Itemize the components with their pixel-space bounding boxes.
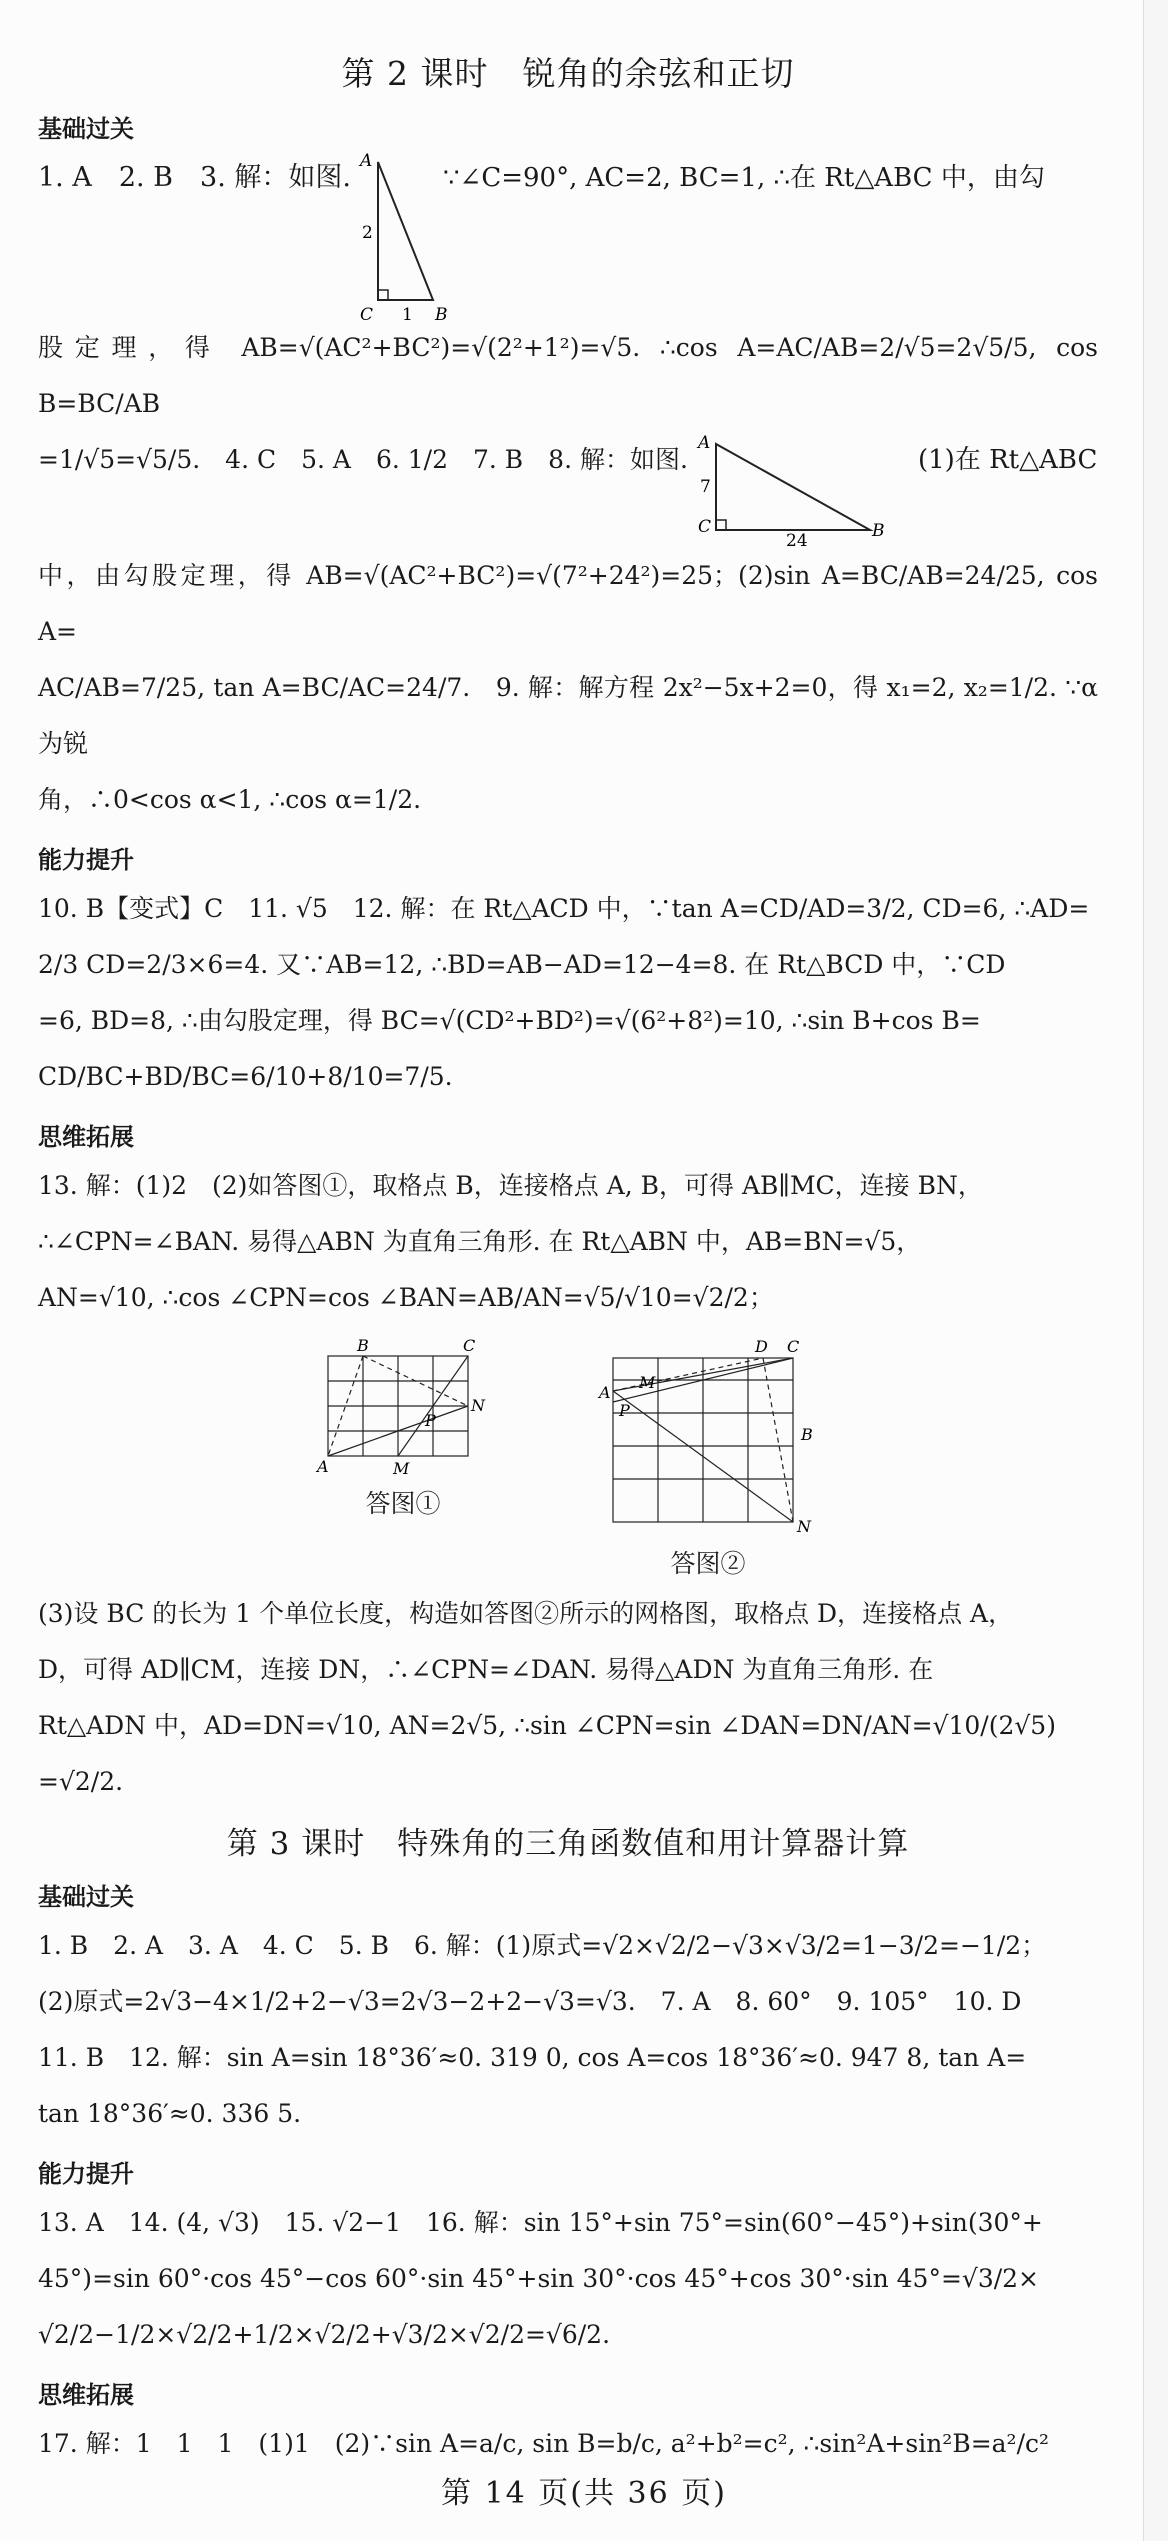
grid-figure-1 bbox=[313, 1336, 493, 1580]
answer-13-line1: 13. 解：(1)2 (2)如答图①，取格点 B，连接格点 A, B，可得 AB∥MC，连接 BN， bbox=[38, 1171, 983, 1200]
label-c: C bbox=[698, 517, 712, 537]
s3-answer-16-line2: 45°)=sin 60°·cos 45°−cos 60°·sin 45°+sin 30°·cos 45°+cos 30°·sin 45°=√3/2× bbox=[38, 2264, 1040, 2293]
answer-12-line4: CD/BC+BD/BC=6/10+8/10=7/5. bbox=[38, 1062, 453, 1091]
point-c: C bbox=[463, 1336, 476, 1355]
heading-ability: 能力提升 bbox=[38, 846, 134, 874]
point-m: M bbox=[639, 1373, 656, 1392]
adjacent-page-edge bbox=[1143, 0, 1168, 2541]
grid-diagram-2 bbox=[593, 1336, 823, 1536]
basic-block-2 bbox=[38, 432, 1098, 548]
answer-3-text: ∵∠C=90°, AC=2, BC=1, ∴在 Rt△ABC 中，由勾 bbox=[443, 163, 1045, 193]
answer-13-line6: Rt△ADN 中，AD=DN=√10, AN=2√5, ∴sin ∠CPN=sin ∠DAN=DN/AN=√10/(2√5) bbox=[38, 1711, 1056, 1740]
heading-basic-3: 基础过关 bbox=[38, 1883, 134, 1911]
basic-block-1 bbox=[38, 150, 1098, 325]
s3-answers-6-10: (2)原式=2√3−4×1/2+2−√3=2√3−2+2−√3=√3. 7. A 8. 60° 9. 105° 10. D bbox=[38, 1987, 1022, 2016]
side-bc-length: 1 bbox=[402, 305, 413, 325]
s3-answer-16-line3: √2/2−1/2×√2/2+1/2×√2/2+√3/2×√2/2=√6/2. bbox=[38, 2320, 611, 2349]
answer-9: AC/AB=7/25, tan A=BC/AC=24/7. 9. 解：解方程 2x²−5x+2=0，得 x₁=2, x₂=1/2. ∵α 为锐 bbox=[38, 673, 1098, 758]
heading-thinking-3: 思维拓展 bbox=[38, 2381, 134, 2409]
label-b: B bbox=[872, 521, 885, 541]
point-m: M bbox=[393, 1459, 410, 1476]
point-b: B bbox=[357, 1336, 369, 1355]
heading-ability-3: 能力提升 bbox=[38, 2160, 134, 2188]
answer-8-part1: (1)在 Rt△ABC bbox=[918, 445, 1098, 475]
point-n: N bbox=[471, 1396, 485, 1415]
section-title-3: 第 3 课时 特殊角的三角函数值和用计算器计算 bbox=[226, 1826, 910, 1862]
answer-9-continued: 角，∴0<cos α<1, ∴cos α=1/2. bbox=[38, 785, 422, 814]
triangle-figure-2 bbox=[688, 432, 888, 547]
side-ac-length: 2 bbox=[362, 223, 373, 243]
s3-answer-17: 17. 解：1 1 1 (1)1 (2)∵sin A=a/c, sin B=b/c, a²+b²=c², ∴sin²A+sin²B=a²/c² bbox=[38, 2429, 1050, 2458]
answers-10-12: 10. B【变式】C 11. √5 12. 解：在 Rt△ACD 中，∵tan A=CD/AD=3/2, CD=6, ∴AD= bbox=[38, 894, 1090, 923]
answer-8-continued: 中，由勾股定理，得 AB=√(AC²+BC²)=√(7²+24²)=25；(2)sin A=BC/AB=24/25, cos A= bbox=[38, 561, 1098, 646]
triangle-figure-1 bbox=[338, 150, 448, 325]
answer-13-line5: D，可得 AD∥CM，连接 DN，∴∠CPN=∠DAN. 易得△ADN 为直角三角形. 在 bbox=[38, 1655, 934, 1684]
heading-basic: 基础过关 bbox=[38, 115, 134, 143]
label-c: C bbox=[360, 305, 374, 325]
answer-13-line2: ∴∠CPN=∠BAN. 易得△ABN 为直角三角形. 在 Rt△ABN 中，AB=BN=√5， bbox=[38, 1227, 922, 1256]
label-a: A bbox=[360, 151, 373, 171]
side-ac-length: 7 bbox=[700, 477, 711, 497]
answer-13-line4: (3)设 BC 的长为 1 个单位长度，构造如答图②所示的网格图，取格点 D，连接格点 A， bbox=[38, 1599, 1014, 1628]
point-a: A bbox=[599, 1383, 611, 1402]
answer-12-line2: 2/3 CD=2/3×6=4. 又∵AB=12, ∴BD=AB−AD=12−4=8. 在 Rt△BCD 中，∵CD bbox=[38, 950, 1006, 979]
caption-fig1: 答图① bbox=[365, 1489, 441, 1518]
answer-page bbox=[38, 40, 1098, 2472]
s3-answers-11-12: 11. B 12. 解：sin A=sin 18°36′≈0. 319 0, cos A=cos 18°36′≈0. 947 8, tan A= bbox=[38, 2043, 1027, 2072]
answer-12-line3: =6, BD=8, ∴由勾股定理，得 BC=√(CD²+BD²)=√(6²+8²)=10, ∴sin B+cos B= bbox=[38, 1006, 981, 1035]
s3-answers-13-16: 13. A 14. (4, √3) 15. √2−1 16. 解：sin 15°+sin 75°=sin(60°−45°)+sin(30°+ bbox=[38, 2208, 1043, 2237]
point-p: P bbox=[619, 1401, 630, 1420]
point-n: N bbox=[797, 1517, 811, 1536]
heading-thinking: 思维拓展 bbox=[38, 1123, 134, 1151]
caption-fig2: 答图② bbox=[670, 1549, 746, 1578]
point-a: A bbox=[317, 1457, 329, 1476]
s3-answer-12-continued: tan 18°36′≈0. 336 5. bbox=[38, 2099, 302, 2128]
grid-diagram-1 bbox=[313, 1336, 493, 1476]
answer-13-line3: AN=√10, ∴cos ∠CPN=cos ∠BAN=AB/AN=√5/√10=√2/2； bbox=[38, 1283, 774, 1312]
s3-answers-1-6: 1. B 2. A 3. A 4. C 5. B 6. 解：(1)原式=√2×√2/2−√3×√3/2=1−3/2=−1/2； bbox=[38, 1931, 1047, 1960]
answer-3-continued: 股定理，得 AB=√(AC²+BC²)=√(2²+1²)=√5. ∴cos A=AC/AB=2/√5=2√5/5, cos B=BC/AB bbox=[38, 333, 1098, 418]
answer-13-line7: =√2/2. bbox=[38, 1767, 124, 1796]
label-b: B bbox=[435, 305, 448, 325]
side-bc-length: 24 bbox=[786, 531, 808, 547]
answers-1-3: 1. A 2. B 3. 解：如图. bbox=[38, 162, 351, 193]
point-p: P bbox=[425, 1411, 436, 1430]
answers-4-8: =1/√5=√5/5. 4. C 5. A 6. 1/2 7. B 8. 解：如图. bbox=[38, 445, 688, 474]
point-d: D bbox=[755, 1337, 768, 1356]
page-footer: 第 14 页(共 36 页) bbox=[441, 2476, 727, 2511]
grid-figures bbox=[38, 1336, 1098, 1580]
point-c: C bbox=[787, 1337, 800, 1356]
section-title-2: 第 2 课时 锐角的余弦和正切 bbox=[341, 54, 795, 93]
label-a: A bbox=[698, 433, 711, 453]
point-b: B bbox=[801, 1425, 813, 1444]
grid-figure-2 bbox=[593, 1336, 823, 1580]
